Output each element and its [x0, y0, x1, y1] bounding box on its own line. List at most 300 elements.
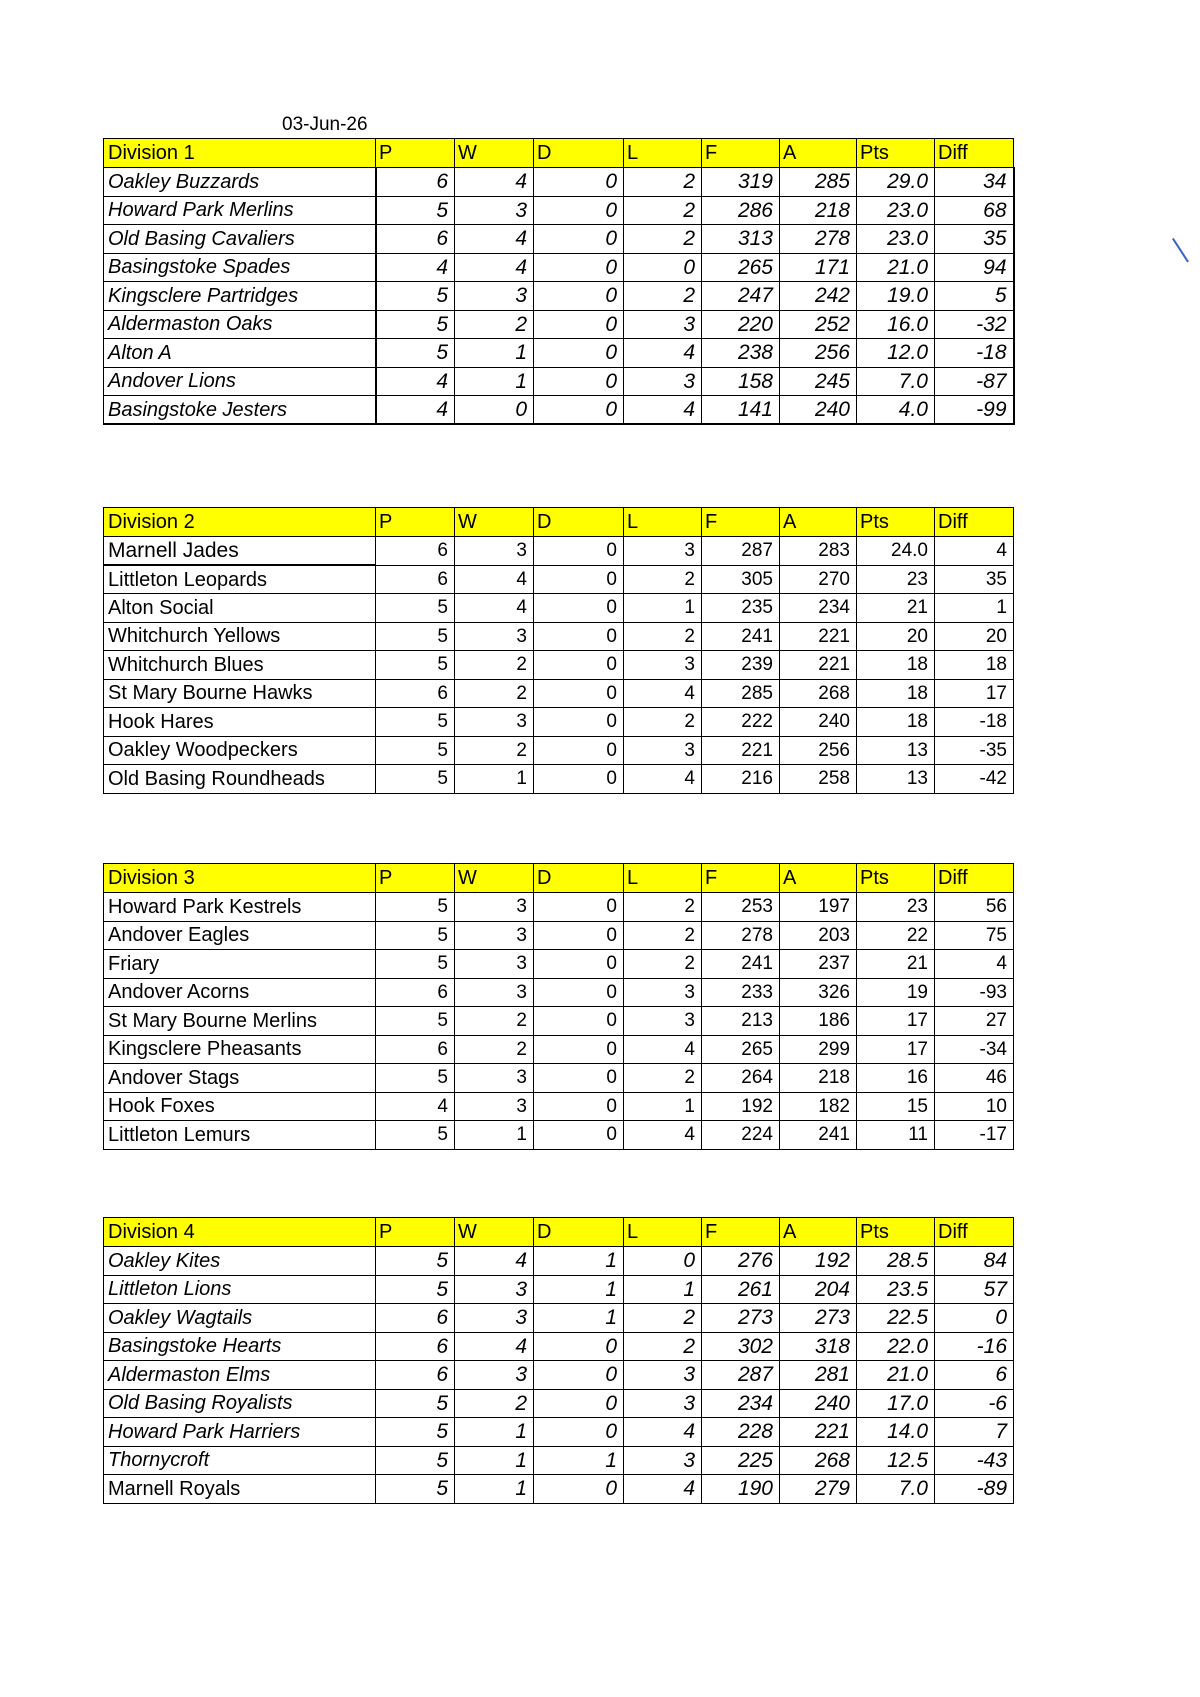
cell-p: 5 — [376, 950, 455, 979]
cell-w: 3 — [455, 622, 534, 651]
team-name: Marnell Jades — [104, 537, 376, 566]
cell-pts: 21 — [857, 594, 935, 623]
cell-l: 3 — [624, 651, 702, 680]
cell-p: 5 — [376, 1275, 455, 1304]
cell-p: 5 — [376, 1446, 455, 1475]
cell-d: 0 — [534, 310, 624, 339]
cell-l: 4 — [624, 679, 702, 708]
cell-w: 3 — [455, 1361, 534, 1390]
col-header-p: P — [376, 139, 455, 168]
cell-f: 228 — [702, 1418, 780, 1447]
cell-diff: 0 — [935, 1304, 1014, 1333]
col-header-f: F — [702, 1218, 780, 1247]
team-name: Oakley Buzzards — [104, 168, 376, 197]
cell-a: 281 — [780, 1361, 857, 1390]
cell-l: 3 — [624, 310, 702, 339]
cell-diff: 46 — [935, 1064, 1014, 1093]
table-row — [104, 537, 1014, 566]
division-header-row — [104, 1218, 1014, 1247]
team-name: Andover Lions — [104, 367, 376, 396]
cell-diff: 75 — [935, 921, 1014, 950]
cell-diff: 94 — [935, 253, 1014, 282]
cell-p: 5 — [376, 310, 455, 339]
cell-pts: 7.0 — [857, 1475, 935, 1504]
cell-l: 1 — [624, 594, 702, 623]
cell-pts: 21.0 — [857, 1361, 935, 1390]
cell-diff: -32 — [935, 310, 1014, 339]
cell-l: 3 — [624, 1446, 702, 1475]
cell-l: 4 — [624, 1121, 702, 1150]
table-row — [104, 1121, 1014, 1150]
cell-p: 5 — [376, 736, 455, 765]
col-header-d: D — [534, 1218, 624, 1247]
cell-d: 1 — [534, 1275, 624, 1304]
team-name: Whitchurch Yellows — [104, 622, 376, 651]
team-name: Alton A — [104, 339, 376, 368]
table-row — [104, 282, 1014, 311]
cell-pts: 21.0 — [857, 253, 935, 282]
col-header-a: A — [780, 864, 857, 893]
cell-w: 3 — [455, 950, 534, 979]
cell-l: 2 — [624, 622, 702, 651]
cell-diff: -6 — [935, 1389, 1014, 1418]
cell-l: 2 — [624, 225, 702, 254]
table-row — [104, 168, 1014, 197]
cell-p: 5 — [376, 765, 455, 794]
division-3-body — [104, 893, 1014, 1150]
cell-w: 3 — [455, 1064, 534, 1093]
team-name: Old Basing Royalists — [104, 1389, 376, 1418]
cell-p: 6 — [376, 679, 455, 708]
cell-l: 4 — [624, 396, 702, 425]
cell-w: 1 — [455, 1418, 534, 1447]
cell-a: 268 — [780, 679, 857, 708]
cell-f: 287 — [702, 1361, 780, 1390]
cell-p: 4 — [376, 1092, 455, 1121]
team-name: Basingstoke Spades — [104, 253, 376, 282]
cell-l: 4 — [624, 1418, 702, 1447]
team-name: Andover Eagles — [104, 921, 376, 950]
cell-l: 1 — [624, 1275, 702, 1304]
table-row — [104, 396, 1014, 425]
cell-pts: 22.5 — [857, 1304, 935, 1333]
table-row — [104, 1361, 1014, 1390]
table-row — [104, 1446, 1014, 1475]
cell-p: 5 — [376, 1064, 455, 1093]
cell-f: 305 — [702, 565, 780, 594]
col-header-p: P — [376, 864, 455, 893]
team-name: Oakley Kites — [104, 1247, 376, 1276]
table-row — [104, 893, 1014, 922]
col-header-diff: Diff — [935, 139, 1014, 168]
cell-p: 5 — [376, 1007, 455, 1036]
cell-w: 1 — [455, 1475, 534, 1504]
cell-diff: 57 — [935, 1275, 1014, 1304]
cell-l: 2 — [624, 708, 702, 737]
cell-d: 0 — [534, 679, 624, 708]
table-row — [104, 339, 1014, 368]
cell-w: 4 — [455, 565, 534, 594]
cell-diff: 20 — [935, 622, 1014, 651]
col-header-f: F — [702, 508, 780, 537]
cell-a: 240 — [780, 1389, 857, 1418]
cell-w: 0 — [455, 396, 534, 425]
cell-f: 313 — [702, 225, 780, 254]
col-header-w: W — [455, 508, 534, 537]
cell-f: 241 — [702, 950, 780, 979]
cell-p: 6 — [376, 1304, 455, 1333]
cell-p: 5 — [376, 339, 455, 368]
cell-diff: 68 — [935, 196, 1014, 225]
cell-pts: 23.0 — [857, 196, 935, 225]
col-header-w: W — [455, 139, 534, 168]
cell-diff: -93 — [935, 978, 1014, 1007]
cell-diff: -16 — [935, 1332, 1014, 1361]
cell-w: 3 — [455, 978, 534, 1007]
cell-w: 3 — [455, 893, 534, 922]
cell-p: 4 — [376, 396, 455, 425]
cell-a: 299 — [780, 1035, 857, 1064]
cell-d: 0 — [534, 622, 624, 651]
cell-pts: 13 — [857, 736, 935, 765]
cell-f: 222 — [702, 708, 780, 737]
cell-diff: 35 — [935, 225, 1014, 254]
division-header-row — [104, 864, 1014, 893]
cell-diff: -43 — [935, 1446, 1014, 1475]
division-name: Division 1 — [104, 139, 376, 168]
cell-w: 4 — [455, 1247, 534, 1276]
cell-d: 0 — [534, 1064, 624, 1093]
cell-w: 3 — [455, 921, 534, 950]
cell-d: 0 — [534, 1475, 624, 1504]
cell-f: 265 — [702, 1035, 780, 1064]
cell-l: 1 — [624, 1092, 702, 1121]
cell-diff: 1 — [935, 594, 1014, 623]
team-name: Basingstoke Jesters — [104, 396, 376, 425]
cell-diff: -34 — [935, 1035, 1014, 1064]
cell-diff: 10 — [935, 1092, 1014, 1121]
col-header-p: P — [376, 508, 455, 537]
col-header-a: A — [780, 508, 857, 537]
cell-p: 5 — [376, 651, 455, 680]
cell-p: 6 — [376, 1332, 455, 1361]
cell-f: 235 — [702, 594, 780, 623]
cell-p: 6 — [376, 565, 455, 594]
cell-pts: 17.0 — [857, 1389, 935, 1418]
cell-a: 171 — [780, 253, 857, 282]
cell-a: 240 — [780, 708, 857, 737]
cell-a: 221 — [780, 651, 857, 680]
cell-l: 2 — [624, 1064, 702, 1093]
cell-w: 3 — [455, 1304, 534, 1333]
division-name: Division 3 — [104, 864, 376, 893]
cell-w: 3 — [455, 1275, 534, 1304]
cell-diff: 56 — [935, 893, 1014, 922]
cell-d: 0 — [534, 1092, 624, 1121]
col-header-w: W — [455, 1218, 534, 1247]
cell-f: 265 — [702, 253, 780, 282]
cell-pts: 22 — [857, 921, 935, 950]
cell-pts: 20 — [857, 622, 935, 651]
cell-pts: 22.0 — [857, 1332, 935, 1361]
cell-pts: 12.0 — [857, 339, 935, 368]
cell-p: 5 — [376, 282, 455, 311]
col-header-pts: Pts — [857, 139, 935, 168]
cell-pts: 23.0 — [857, 225, 935, 254]
cell-pts: 17 — [857, 1007, 935, 1036]
cell-p: 5 — [376, 1247, 455, 1276]
col-header-a: A — [780, 139, 857, 168]
cell-p: 5 — [376, 708, 455, 737]
cell-a: 221 — [780, 1418, 857, 1447]
table-row — [104, 679, 1014, 708]
cell-f: 234 — [702, 1389, 780, 1418]
cell-f: 233 — [702, 978, 780, 1007]
cell-w: 1 — [455, 1121, 534, 1150]
table-row — [104, 1332, 1014, 1361]
cell-a: 268 — [780, 1446, 857, 1475]
team-name: Howard Park Merlins — [104, 196, 376, 225]
cell-f: 276 — [702, 1247, 780, 1276]
cell-p: 6 — [376, 1361, 455, 1390]
team-name: Oakley Wagtails — [104, 1304, 376, 1333]
team-name: Alton Social — [104, 594, 376, 623]
cell-w: 3 — [455, 537, 534, 566]
cell-diff: -99 — [935, 396, 1014, 425]
division-3-table — [103, 863, 1014, 1150]
cell-f: 287 — [702, 537, 780, 566]
cell-diff: -89 — [935, 1475, 1014, 1504]
cell-p: 5 — [376, 1121, 455, 1150]
cell-a: 245 — [780, 367, 857, 396]
cell-l: 2 — [624, 565, 702, 594]
cell-diff: 6 — [935, 1361, 1014, 1390]
cell-w: 2 — [455, 736, 534, 765]
division-2-table — [103, 507, 1014, 794]
cell-w: 1 — [455, 1446, 534, 1475]
cell-w: 1 — [455, 367, 534, 396]
cell-w: 2 — [455, 310, 534, 339]
cell-l: 3 — [624, 367, 702, 396]
team-name: Hook Hares — [104, 708, 376, 737]
cell-diff: -35 — [935, 736, 1014, 765]
cell-w: 1 — [455, 765, 534, 794]
cell-diff: -42 — [935, 765, 1014, 794]
cell-d: 1 — [534, 1247, 624, 1276]
team-name: Aldermaston Oaks — [104, 310, 376, 339]
col-header-a: A — [780, 1218, 857, 1247]
team-name: Andover Stags — [104, 1064, 376, 1093]
division-4-body — [104, 1247, 1014, 1504]
cell-d: 0 — [534, 708, 624, 737]
cell-d: 0 — [534, 921, 624, 950]
cell-p: 5 — [376, 622, 455, 651]
col-header-pts: Pts — [857, 1218, 935, 1247]
cell-p: 5 — [376, 1475, 455, 1504]
cell-p: 5 — [376, 1418, 455, 1447]
table-row — [104, 367, 1014, 396]
col-header-diff: Diff — [935, 1218, 1014, 1247]
cell-pts: 14.0 — [857, 1418, 935, 1447]
team-name: Howard Park Harriers — [104, 1418, 376, 1447]
col-header-l: L — [624, 1218, 702, 1247]
cell-p: 6 — [376, 1035, 455, 1064]
table-row — [104, 1304, 1014, 1333]
cell-a: 204 — [780, 1275, 857, 1304]
col-header-d: D — [534, 139, 624, 168]
cell-d: 0 — [534, 282, 624, 311]
table-row — [104, 736, 1014, 765]
team-name: Littleton Lions — [104, 1275, 376, 1304]
division-name: Division 4 — [104, 1218, 376, 1247]
table-row — [104, 950, 1014, 979]
cell-a: 197 — [780, 893, 857, 922]
table-row — [104, 921, 1014, 950]
table-row — [104, 765, 1014, 794]
cell-l: 3 — [624, 1007, 702, 1036]
cell-f: 158 — [702, 367, 780, 396]
cell-pts: 18 — [857, 651, 935, 680]
cell-f: 220 — [702, 310, 780, 339]
cell-diff: 34 — [935, 168, 1014, 197]
cell-a: 203 — [780, 921, 857, 950]
cell-d: 0 — [534, 1035, 624, 1064]
col-header-pts: Pts — [857, 508, 935, 537]
cell-f: 192 — [702, 1092, 780, 1121]
cell-l: 4 — [624, 339, 702, 368]
cell-d: 0 — [534, 196, 624, 225]
cell-d: 0 — [534, 1361, 624, 1390]
team-name: Old Basing Roundheads — [104, 765, 376, 794]
cell-d: 0 — [534, 396, 624, 425]
cell-d: 0 — [534, 537, 624, 566]
cell-f: 224 — [702, 1121, 780, 1150]
cell-f: 190 — [702, 1475, 780, 1504]
team-name: Basingstoke Hearts — [104, 1332, 376, 1361]
cell-w: 4 — [455, 1332, 534, 1361]
cell-diff: 27 — [935, 1007, 1014, 1036]
team-name: St Mary Bourne Hawks — [104, 679, 376, 708]
table-row — [104, 1475, 1014, 1504]
table-row — [104, 1389, 1014, 1418]
cell-d: 0 — [534, 765, 624, 794]
cell-f: 247 — [702, 282, 780, 311]
table-row — [104, 651, 1014, 680]
team-name: Oakley Woodpeckers — [104, 736, 376, 765]
cell-diff: 4 — [935, 537, 1014, 566]
cell-a: 218 — [780, 1064, 857, 1093]
cell-f: 319 — [702, 168, 780, 197]
cell-w: 2 — [455, 651, 534, 680]
cell-f: 261 — [702, 1275, 780, 1304]
cell-diff: 5 — [935, 282, 1014, 311]
cell-p: 5 — [376, 893, 455, 922]
cell-a: 258 — [780, 765, 857, 794]
cell-f: 278 — [702, 921, 780, 950]
table-row — [104, 196, 1014, 225]
cell-w: 2 — [455, 679, 534, 708]
cell-f: 221 — [702, 736, 780, 765]
col-header-l: L — [624, 864, 702, 893]
team-name: Kingsclere Partridges — [104, 282, 376, 311]
cell-a: 273 — [780, 1304, 857, 1333]
cell-a: 234 — [780, 594, 857, 623]
cell-d: 0 — [534, 950, 624, 979]
cell-pts: 29.0 — [857, 168, 935, 197]
team-name: Whitchurch Blues — [104, 651, 376, 680]
col-header-f: F — [702, 139, 780, 168]
cell-pts: 15 — [857, 1092, 935, 1121]
team-name: Littleton Lemurs — [104, 1121, 376, 1150]
cell-pts: 28.5 — [857, 1247, 935, 1276]
cell-d: 0 — [534, 893, 624, 922]
col-header-l: L — [624, 139, 702, 168]
cell-d: 0 — [534, 651, 624, 680]
cell-diff: -18 — [935, 708, 1014, 737]
cell-a: 283 — [780, 537, 857, 566]
cell-a: 256 — [780, 736, 857, 765]
cell-a: 221 — [780, 622, 857, 651]
team-name: Aldermaston Elms — [104, 1361, 376, 1390]
cell-d: 0 — [534, 168, 624, 197]
cell-f: 238 — [702, 339, 780, 368]
cell-a: 186 — [780, 1007, 857, 1036]
table-row — [104, 1064, 1014, 1093]
table-row — [104, 1275, 1014, 1304]
col-header-d: D — [534, 508, 624, 537]
cell-p: 6 — [376, 978, 455, 1007]
cell-d: 0 — [534, 367, 624, 396]
table-row — [104, 225, 1014, 254]
cell-l: 2 — [624, 282, 702, 311]
cell-a: 278 — [780, 225, 857, 254]
cell-l: 2 — [624, 1332, 702, 1361]
cell-a: 237 — [780, 950, 857, 979]
cell-f: 273 — [702, 1304, 780, 1333]
cell-w: 2 — [455, 1007, 534, 1036]
cell-diff: 18 — [935, 651, 1014, 680]
cell-diff: 84 — [935, 1247, 1014, 1276]
cell-d: 0 — [534, 1418, 624, 1447]
cell-diff: 7 — [935, 1418, 1014, 1447]
cell-f: 302 — [702, 1332, 780, 1361]
cell-f: 285 — [702, 679, 780, 708]
team-name: Kingsclere Pheasants — [104, 1035, 376, 1064]
cell-pts: 19.0 — [857, 282, 935, 311]
col-header-w: W — [455, 864, 534, 893]
table-row — [104, 594, 1014, 623]
table-row — [104, 565, 1014, 594]
cell-p: 6 — [376, 225, 455, 254]
cell-a: 270 — [780, 565, 857, 594]
cell-a: 182 — [780, 1092, 857, 1121]
cell-l: 2 — [624, 1304, 702, 1333]
cell-d: 1 — [534, 1446, 624, 1475]
cell-l: 3 — [624, 537, 702, 566]
cell-l: 0 — [624, 253, 702, 282]
cell-l: 2 — [624, 950, 702, 979]
team-name: Littleton Leopards — [104, 565, 376, 594]
cell-d: 0 — [534, 1121, 624, 1150]
division-4-table — [103, 1217, 1014, 1504]
table-row — [104, 1418, 1014, 1447]
cell-d: 0 — [534, 565, 624, 594]
cell-a: 218 — [780, 196, 857, 225]
cell-w: 2 — [455, 1389, 534, 1418]
table-row — [104, 1007, 1014, 1036]
cell-a: 252 — [780, 310, 857, 339]
cell-p: 4 — [376, 367, 455, 396]
